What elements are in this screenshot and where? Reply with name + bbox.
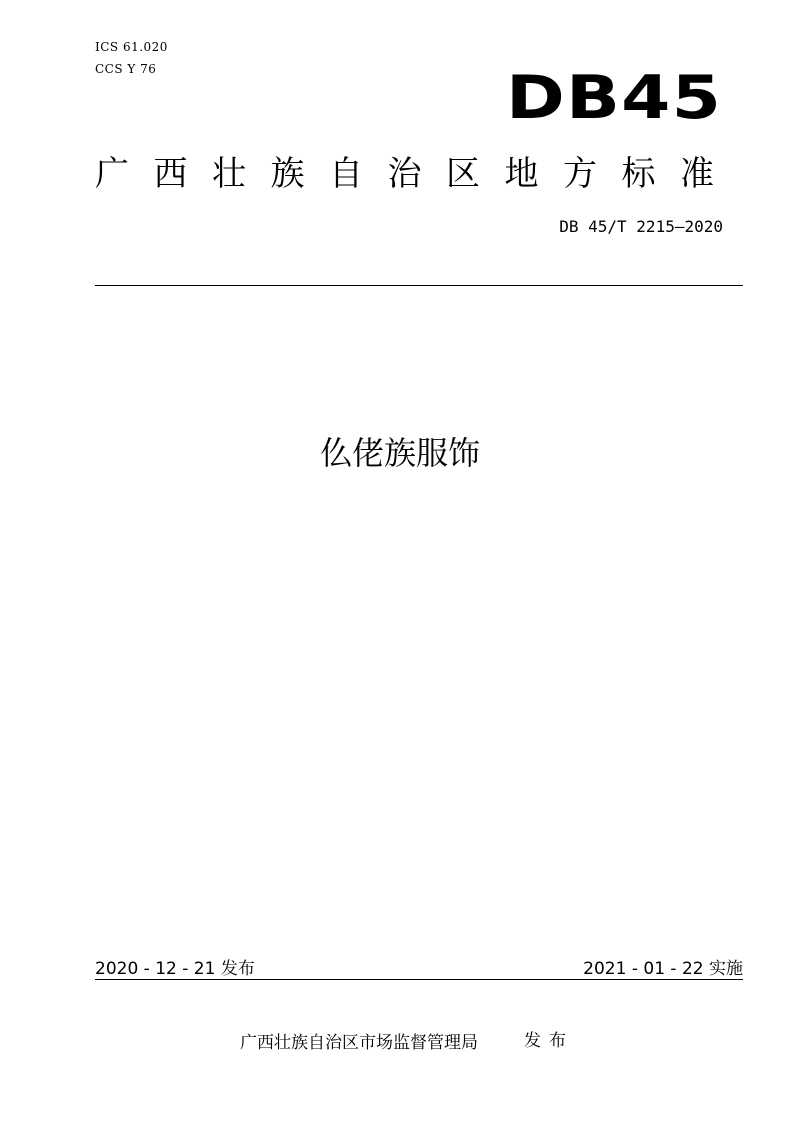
ics-code: ICS 61.020 bbox=[95, 40, 168, 54]
standard-type-heading: 广西壮族自治区地方标准 bbox=[95, 154, 739, 194]
implementation-date: 2021 - 01 - 22 实施 bbox=[583, 959, 743, 979]
bottom-divider bbox=[95, 979, 743, 980]
top-divider bbox=[95, 285, 743, 286]
ccs-code: CCS Y 76 bbox=[95, 62, 157, 76]
document-title: 仫佬族服饰 bbox=[319, 434, 480, 472]
issue-date: 2020 - 12 - 21 发布 bbox=[95, 959, 255, 979]
standard-logo: DB45 bbox=[506, 63, 722, 133]
publisher-name: 广西壮族自治区市场监督管理局 bbox=[240, 1033, 478, 1053]
standard-number: DB 45/T 2215—2020 bbox=[559, 217, 723, 236]
publish-label: 发布 bbox=[524, 1031, 574, 1051]
